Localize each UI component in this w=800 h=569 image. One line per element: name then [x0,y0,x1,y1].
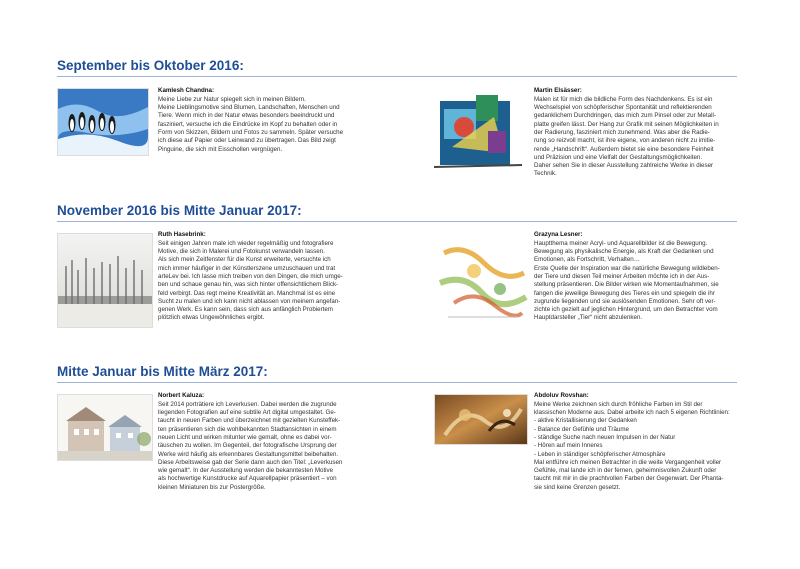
text-line: platte greifen lässt. Der Hang zur Grafik mit seinen Möglichkeiten in [534,120,719,128]
text-line: Wechselspiel von schöpferischer Spontanität und reflektierenden [534,104,712,112]
text-line: täuschen zu wollen. Im Gegenteil, der fotografische Ursprung der [158,442,337,450]
text-line: zichte ich gezielt auf jeglichen Hintergrund, um den Betrachter vom [534,306,718,314]
section-divider [57,76,737,77]
text-line: Gefühle, mal lande ich in der fernen, geheimnisvollen Zukunft oder [534,467,717,475]
text-line: Daher sehen Sie in dieser Ausstellung zahlreiche Werke in dieser [534,162,714,170]
text-line: als hochwertige Kunstdrucke auf Aquarellpapier präsentiert – von [158,475,337,483]
text-line: - ständige Suche nach neuen Impulsen in der Natur [534,433,676,441]
text-line: Hauptdarsteller „Tier“ nicht abzulenken. [534,314,643,322]
text-line: rung so reizvoll macht, ist ihre eigene, von anderen nicht zu imitie- [534,137,716,145]
text-line: Sucht zu malen und ich kann nicht ablassen von meinem angefan- [158,297,341,305]
text-line: Tiere. Wenn mich in der Natur etwas besonders beeindruckt und [158,112,335,120]
section-title: November 2016 bis Mitte Januar 2017: [57,203,302,218]
text-line: Seit einigen Jahren male ich wieder regelmäßig und fotografiere [158,239,334,247]
artist-name: Martin Elsässer: [534,87,582,94]
text-line: Erste Quelle der Inspiration war die natürliche Bewegung wildleben- [534,264,720,272]
section-1 [57,58,737,77]
text-line: Pinguine, die sich mit Eisschollen vergnügen. [158,145,283,153]
text-line: - Hören auf mein Inneres [534,442,603,450]
text-line: der Tiere und diesen Teil meiner Arbeiten möchte ich in der Aus- [534,272,710,280]
entry-text [534,231,749,323]
section-title: September bis Oktober 2016: [57,58,244,73]
text-line: Hauptthema meiner Acryl- und Aquarellbilder ist die Bewegung. [534,239,708,247]
text-line: - Balance der Gefühle und Träume [534,425,629,433]
text-line: feld verbirgt. Das regt meine Kreativität an. Manchmal ist es eine [158,289,336,297]
text-line: Malen ist für mich die bildliche Form des Nachdenkens. Es ist ein [534,95,713,103]
entry-text [158,231,373,323]
text-line: wie gemalt“. In der Ausstellung werden die bekanntesten Motive [158,467,334,475]
section-3 [57,364,737,383]
text-line: zugrunde liegenden und sie auslösenden Emotionen. Sehr oft ver- [534,297,716,305]
text-line: kleinen Miniaturen bis zur Postergröße. [158,483,266,491]
text-line: arteLev bei. Ich lasse mich treiben von den Dingen, die mich umge- [158,272,343,280]
entry-text [534,392,749,492]
text-line: Diese Arbeitsweise gab der Serie dann auch den Titel: „Leverkusen [158,458,343,466]
penguins-painting-image [57,88,149,156]
artist-name: Ruth Hasebrink: [158,231,206,238]
text-line: - aktive Kristallisierung der Gedanken [534,417,637,425]
text-line: gedanklichem Durchdringen, das mich zum Pinsel oder zur Metall- [534,112,716,120]
winter-trees-photo-image [57,233,153,328]
text-line: taucht mit mir in die prachtvollen Farben der Gegenwart. Der Phanta- [534,475,724,483]
text-line: - Leben in ständiger schöpferischer Atmosphäre [534,450,666,458]
section-divider [57,382,737,383]
text-line: plötzlich etwas Ungewöhnliches ergibt. [158,314,265,322]
text-line: stellung präsentieren. Die Bilder wirken wie Momentaufnahmen, sie [534,281,719,289]
abstract-graphic-image [434,87,522,182]
text-line: Mal entführe ich meinen Betrachter in die weite Vergangenheit voller [534,458,722,466]
section-divider [57,221,737,222]
text-line: Als sich mein Zeitfenster für die Kunst erweiterte, versuchte ich [158,256,331,264]
fantasy-painting-image [434,394,528,445]
text-line: Form von Skizzen, Bildern und Fotos zu sammeln. Später versuche [158,128,344,136]
artist-name: Norbert Kaluza: [158,392,205,399]
text-line: Bewegung als physikalische Energie, als Kraft der Gedanken und [534,248,714,256]
text-line: ich diese auf Papier oder Leinwand zu übertragen. Das Bild zeigt [158,137,336,145]
text-line: taucht in neuen Farben und überzeichnet mit gezielten Kunsteffek- [158,417,341,425]
entry-text [158,87,373,154]
text-line: Werke wird häufig als erkennbares Gestaltungsmittel beibehalten. [158,450,339,458]
entry-text [158,392,373,492]
text-line: ten präsentieren sich die wohlbekannten Stadtansichten in einem [158,425,337,433]
text-line: neuen Licht und wirken mitunter wie gemalt, ohne es dabei vor- [158,433,332,441]
watercolor-animals-image [434,233,530,326]
text-line: klassischen Moderne aus. Dabei arbeite ich nach 5 eigenen Richtlinien: [534,409,730,417]
text-line: Meine Lieblingsmotive sind Blumen, Landschaften, Menschen und [158,104,340,112]
text-line: genen Werk. Es kann sein, dass sich aus anfänglich Probiertem [158,306,333,314]
text-line: liegenden Fotografien auf eine subtile Art digital umgestaltet. Ge- [158,409,336,417]
text-line: Meine Liebe zur Natur spiegelt sich in meinen Bildern. [158,95,306,103]
artist-name: Kamlesh Chandna: [158,87,215,94]
text-line: und Präzision und eine Vielfalt der Gestaltungsmöglichkeiten. [534,153,703,161]
text-line: rende „Handschrift“. Außerdem bietet sie eine besondere Feinheit [534,145,714,153]
section-2 [57,203,737,222]
text-line: Technik. [534,170,557,178]
text-line: Seit 2014 porträtiere ich Leverkusen. Dabei werden die zugrunde [158,400,337,408]
entry-text [534,87,749,179]
text-line: ben und schaue genau hin, was sich hinter offensichtlichem Blick- [158,281,339,289]
artist-name: Grazyna Lesner: [534,231,583,238]
artist-name: Abdoluv Rovshan: [534,392,589,399]
text-line: Motive, die sich in Malerei und Fotokunst verwandeln lassen. [158,248,325,256]
text-line: sie sind keine Grenzen gesetzt. [534,483,621,491]
text-line: der Radierung, fasziniert mich zunehmend. Was aber die Radie- [534,128,710,136]
text-line: mich immer häufiger in der Künstlerszene umzuschauen und trat [158,264,336,272]
text-line: Meine Werke zeichnen sich durch fröhliche Farben im Stil der [534,400,703,408]
text-line: fangen die jeweilige Bewegung des Tieres ein und spiegeln die ihr [534,289,715,297]
town-watercolor-image [57,394,153,461]
text-line: fasziniert, versuche ich die Eindrücke im Kopf zu behalten oder in [158,120,338,128]
text-line: Emotionen, als Fortschritt, Verhalten… [534,256,640,264]
section-title: Mitte Januar bis Mitte März 2017: [57,364,268,379]
